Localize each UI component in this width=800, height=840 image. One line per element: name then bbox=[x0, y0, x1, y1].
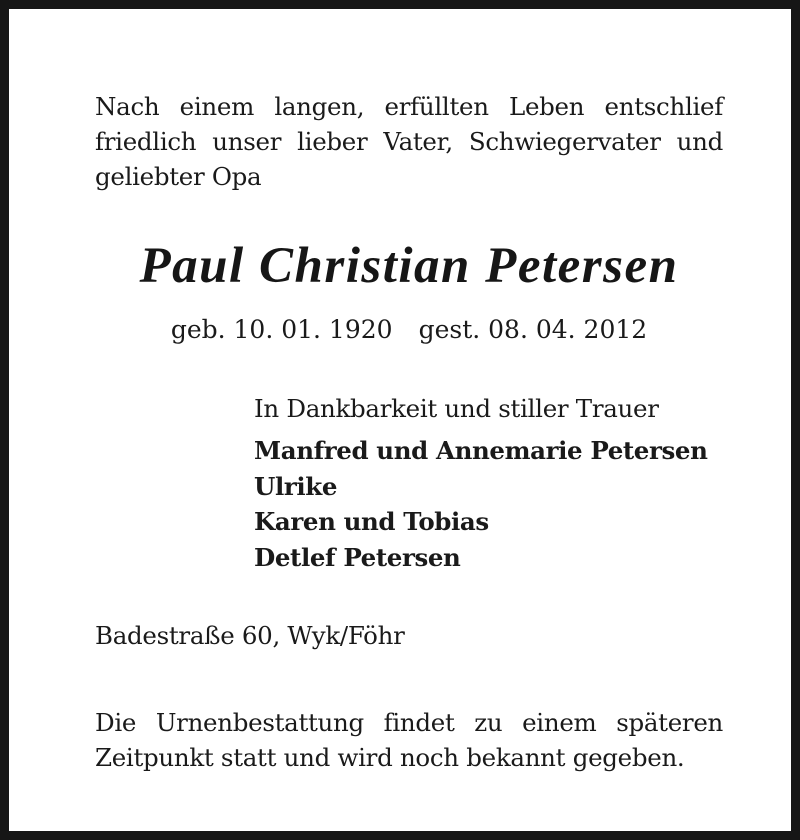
intro-text: Nach einem langen, erfüllten Leben entschlief friedlich unser lieber Vater, Schwiegervater und geliebter Opa bbox=[95, 92, 723, 191]
mourners-block bbox=[254, 391, 708, 575]
mourner-name: Manfred und Annemarie Petersen bbox=[254, 436, 708, 465]
closing-text: Die Urnenbestattung findet zu einem späteren Zeitpunkt statt und wird noch bekannt gegeben. bbox=[95, 708, 723, 772]
death-date: gest. 08. 04. 2012 bbox=[418, 315, 648, 344]
mourner-name: Ulrike bbox=[254, 471, 338, 501]
mourner-name: Karen und Tobias bbox=[254, 507, 489, 536]
mourning-intro: In Dankbarkeit und stiller Trauer bbox=[254, 394, 659, 423]
life-dates bbox=[9, 315, 800, 344]
mourner-name: Detlef Petersen bbox=[254, 542, 461, 572]
address: Badestraße 60, Wyk/Föhr bbox=[95, 621, 405, 650]
birth-date: geb. 10. 01. 1920 bbox=[170, 315, 393, 344]
deceased-name: Paul Christian Petersen bbox=[139, 238, 679, 294]
